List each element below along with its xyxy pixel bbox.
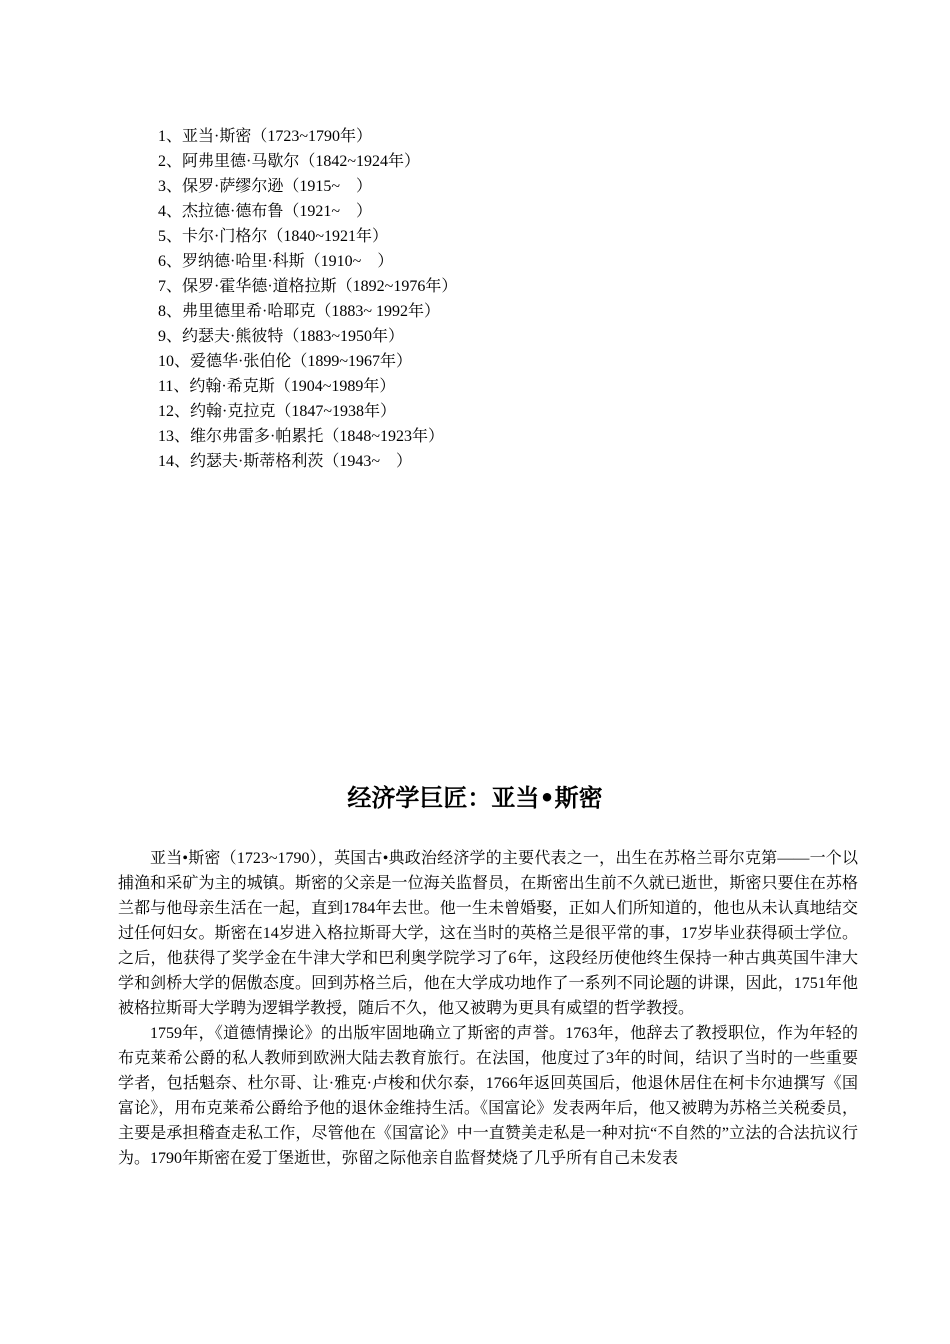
economist-list-item: 5、卡尔·门格尔（1840~1921年）: [158, 228, 388, 245]
article-paragraph: 1759年，《道德情操论》的出版牢固地确立了斯密的声誉。1763年，他辞去了教授职位，作为年轻的布克莱希公爵的私人教师到欧洲大陆去教育旅行。在法国，他度过了3年的时间，结识了当时的一些重要学者，包括魁奈、杜尔哥、让·雅克·卢梭和伏尔泰，1766年返回英国后，他退休居住在柯卡尔迪撰写《国富论》，用布克莱希公爵给予他的退休金维持生活。《国富论》发表两年后，他又被聘为苏格兰关税委员，主要是承担稽查走私工作，尽管他在《国富论》中一直赞美走私是一种对抗“不自然的”立法的合法抗议行为。1790年斯密在爱丁堡逝世，弥留之际他亲自监督焚烧了几乎所有自己未发表: [118, 1025, 858, 1167]
economist-list-item: 4、杰拉德·德布鲁（1921~ ）: [158, 203, 372, 220]
economist-list-item: 12、约翰·克拉克（1847~1938年）: [158, 403, 396, 420]
economist-list-item: 3、保罗·萨缪尔逊（1915~ ）: [158, 178, 372, 195]
economist-list: [158, 124, 457, 474]
economist-list-item: 14、约瑟夫·斯蒂格利茨（1943~ ）: [158, 453, 412, 470]
economist-list-item: 10、爱德华·张伯伦（1899~1967年）: [158, 353, 412, 370]
economist-list-item: 9、约瑟夫·熊彼特（1883~1950年）: [158, 328, 404, 345]
economist-list-item: 13、维尔弗雷多·帕累托（1848~1923年）: [158, 428, 444, 445]
article-body: [118, 846, 858, 1171]
economist-list-item: 7、保罗·霍华德·道格拉斯（1892~1976年）: [158, 278, 458, 295]
economist-list-item: 11、约翰·希克斯（1904~1989年）: [158, 378, 396, 395]
economist-list-item: 6、罗纳德·哈里·科斯（1910~ ）: [158, 253, 394, 270]
article-title: 经济学巨匠：亚当•斯密: [347, 784, 603, 812]
article-paragraph: 亚当•斯密（1723~1790），英国古•典政治经济学的主要代表之一，出生在苏格兰哥尔克第——一个以捕渔和采矿为主的城镇。斯密的父亲是一位海关监督员，在斯密出生前不久就已逝世，斯密只要住在苏格兰都与他母亲生活在一起，直到1784年去世。他一生未曾婚娶，正如人们所知道的，他也从未认真地结交过任何妇女。斯密在14岁进入格拉斯哥大学，这在当时的英格兰是很平常的事，17岁毕业获得硕士学位。之后，他获得了奖学金在牛津大学和巴利奥学院学习了6年，这段经历使他终生保持一种古典英国牛津大学和剑桥大学的倨傲态度。回到苏格兰后，他在大学成功地作了一系列不同论题的讲课，因此，1751年他被格拉斯哥大学聘为逻辑学教授，随后不久，他又被聘为更具有威望的哲学教授。: [118, 850, 858, 1017]
economist-list-item: 2、阿弗里德·马歇尔（1842~1924年）: [158, 153, 420, 170]
economist-list-item: 8、弗里德里希·哈耶克（1883~ 1992年）: [158, 303, 440, 320]
economist-list-item: 1、亚当·斯密（1723~1790年）: [158, 128, 372, 145]
